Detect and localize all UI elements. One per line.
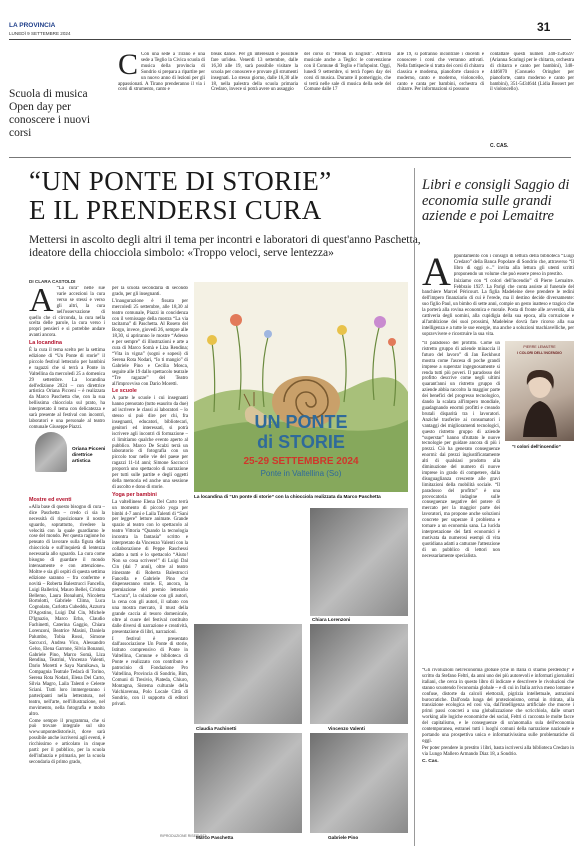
photo-gabriele-pino xyxy=(310,733,408,833)
photo-vincenzo-valenti xyxy=(310,624,408,724)
festival-poster xyxy=(194,282,408,492)
article-col-1: A “La cura” nelle sue varie accezioni la cura verso se stessi e verso gli altri, la cura nell'osservazione di quello che ci circonda, la cura nella scelta delle parole, la cura verso i propri pensieri e si potrebbe andare avanti ancora. La locandina È la cura il tema scelto per la settima edizione di “Un Ponte di storie” il piccolo festival letterario per bambini e ragazzi che si terrà a Ponte in Valtellina da mercoledì 25 a domenica 29 settembre. La locandina dell'edizione 2024 – con direttrice artistica Oriana Picceni – è realizzata da Marco Paschetta che, con la sua bellissima chiocciola sul prato, ha interpretato il tema con delicatezza e sarà presente al festival con incontri, laboratori e una personale al teatro comunale Giuseppe Piazzi. xyxy=(29,286,105,430)
byline: DI CLARA CASTOLDI xyxy=(29,279,76,284)
side-divider xyxy=(414,168,415,846)
side-col-left: “Il paradosso del profitto. Come un ristretto gruppo di aziende minaccia il futuro del lavoro” di Jan Eeckhout mostra come l'ascesa di poche grandi imprese a superstar ingegnosamente si renda tutti più poveri. Il paradosso del profitto descrive come negli ultimi quarant'anni un ristretto gruppo di aziende abbia raccolto la maggior parte dei benefici del progresso tecnologico, dando la scalata all'impero mondiale, guadagnando enormi profitti e creando brutali disparità tra i lavoratori. Anziché trasferire ai consumatori i vantaggi dei miglioramenti tecnologici, questo ristretto gruppo di aziende “superstar” hanno sfruttato le nuove tecnologie per guidare ancora di più i prezzi. Ciò ha generato conseguenze enormi: dai prezzi ingiustificatamente alti di qualsiasi prodotto alla diminuzione del numero di nuove imprese in grado di competere, dalla disuguaglianza crescente alle gravi limitazioni della mobilità sociale. “Il paradosso del profitto” è una provocatoria indagine sulle conseguenze negative del potere di mercato per la maggior parte dei lavoratori, ma propone anche soluzioni concrete per superare il problema e tornare a un economia sana. La lucida interpretazione dei fatti economici è motivata da numerosi esempi di vita quotidiana adatti a catturare l'attenzione di un pubblico di lettori non necessariamente specialista. xyxy=(422,341,500,559)
poster-dates: 25-29 SETTEMBRE 2024 xyxy=(243,456,359,467)
photo-claudia-fachinetti xyxy=(194,624,302,724)
subhead-yoga: Yoga per bambini xyxy=(112,491,157,498)
article-deck: Mettersi in ascolto degli altri il tema per incontri e laboratori di quest'anno Paschetta, ideatore della chiocciola simbolo: «Troppo veloci, serve lentezza» xyxy=(29,234,421,259)
subhead-locandina: La locandina xyxy=(29,340,62,347)
page-number: 31 xyxy=(537,20,551,34)
headline-line-1: “UN PONTE DI STORIE” xyxy=(29,166,332,196)
photo-credit: RIPRODUZIONE RISERVATA xyxy=(160,834,207,838)
subhead-mostre: Mostre ed eventi xyxy=(29,497,72,503)
caption-gabriele: Gabriele Pino xyxy=(328,835,359,840)
caption-oriana: Oriana Picceni direttrice artistica xyxy=(72,447,106,464)
caption-claudia: Claudia Fachinetti xyxy=(196,726,237,731)
article-col-1-cont: Mostre ed eventi «Alla base di questo bisogno di cura – dice Paschetta – credo ci sia la necessità di riposizionare il nostro sguardo, soprattutto, rivedere la velocità con la quale guardiamo le cose del mondo. Per questa ragione ho pensato di lavorare sulla figura della chiocciola e sull'inquietà di lentezza necessaria allo sguardo. La cura come bisogno di guardare il mondo intensamente e con attenzione». Moltre e sia gli ospiti di questa settima edizione saranno – fra conferme e novità – Roberta Balestrucci Fancella, Luigi Ballerini, Mauro Bellei, Cristina Bellemo, Laura Bonalumi, Nicoletta Bortolotti, Gabriele Clima, Luca Cognolato, Carlotta Cubeddu, Azzurra D'Agostino, Luigi Dal Cin, Michele D'Ignazio, Marco Erba, Claudio Fachinetti, Caterina Gaggio, Chiara Lorenzoni, Beatrice Masini, Daniela Palumbo, Tobia Rossi, Simone Saccucci, Andrea Vico, Alessandro Gelso, Elena Garrone, Silvia Bonanni, Gabriele Pino, Marco Somà, Liza Rendina, Teatrini, Vincenzo Valenti, Dario Moretti e Saya Namikawa, la Compagnia Teatrale Tedacà di Torino, Serena Rota Nodari, Elena Del Carto, Silvia Magro, Laila Talenti e Celeste Sciani. Tutti loro immergeranno i partecipanti nella letteratura, nel teatro, nell'arte, nell'illustrazione, nel movimento, nella fotografia e molto altro. Come sempre il programma, che si può trovare integrale sul sito www.unpontedistorie.it, dove sarà possibile anche iscriversi agli eventi, è ricchissimo e articolato in cinque parti: per il pubblico, per la scuola dell'infanzia e primaria, per la scuola secondaria di primo grado, xyxy=(29,497,105,765)
book-cover xyxy=(505,341,574,441)
side-signature: C. Cas. xyxy=(422,758,439,764)
box-col-1: C Con una sede a Tirano e una sede a Teglio la Civica scuola di musica della provincia di Sondrio si prepara a ripartire per un nuovo anno di lezioni per gli appassionati. A Tirano prenderanno il via i corsi di strumento, canto e xyxy=(118,52,205,93)
box-signature: C. CAS. xyxy=(490,143,509,149)
header-rule xyxy=(9,39,571,40)
article-dropcap: A xyxy=(29,286,54,319)
side-intro: Appuntamento con i consigli di lettura della biblioteca “Luigi Credaro” della Banca Popolare di Sondrio che, attraverso “Il libro di oggi e...” invita alla lettura gli utenti scritti proponendo un volume che può essere preso in prestito. Iniziamo con “I colori dell'incendio” di Pierre Lemaitre. Febbraio 1927. La Parigi che conta assiste al funerale del banchiere Marcel Péricourt. La figlia Madeleine deve prendere le redini dell'impero finanziario di cui è l'erede, ma il destino decide diversamente: suo figlio Paul, un bimbo di sette anni, compie un gesto inatteso e tragico che la porterà alla rovina economica e morale. Posta di fronte alle avversità, alla cattiveria degli uomini, alla cupidigia della sua epoca, alla corruzione e all'ambizione dei suoi prossimi, Madeleine dovrà fare ricorso alla sua intelligenza e a tutte le sue energie, ma anche a soluzioni machiavelliche, per sopravvivere e ricostruire la sua vita. xyxy=(422,254,574,337)
headline-line-2: E IL PRENDERSI CURA xyxy=(29,195,322,225)
box-col-3: del corso di "Break in English". Attività musicale anche a Teglio: le convenzione con il Comune di Teglio e l'infopoint. Oggi, lunedì 9 settembre, si terrà l'open day dei corsi di musica. Durante il pomeriggio, che si terrà nelle sale di musica della sede del Comune dalle 17 xyxy=(304,52,391,93)
book-cover-title: I COLORI DELL'INCENDIO xyxy=(517,351,562,355)
side-dropcap: A xyxy=(422,254,451,294)
caption-chiara: Chiara Lorenzoni xyxy=(312,617,351,622)
poster-title-2: di STORIE xyxy=(257,432,345,452)
box-rule xyxy=(9,157,571,158)
caption-vincenzo: Vincenzo Valenti xyxy=(328,726,365,731)
box-col-4: alle 19, si potranno incontrare i docenti e conoscere i corsi che verranno attivati. Nella fattispecie si tratta dei corsi di chitarra classica e moderna, pianoforte classico e moderno, canto e moderno, violoncello, canto e canta per bambini, orchestra di chitarre. Per informazioni si possono xyxy=(397,52,484,93)
box-dropcap: C xyxy=(118,52,139,81)
poster-caption: La locandina di “Un ponte di storie” con la chiocciola realizzata da Marco Paschetta xyxy=(194,494,381,499)
subhead-scuole: Le scuole xyxy=(112,388,137,395)
book-cover-figure xyxy=(519,367,561,437)
photo-oriana-picceni xyxy=(35,432,67,472)
poster-place: Ponte in Valtellina (So) xyxy=(260,469,342,478)
issue-date: LUNEDÌ 9 SETTEMBRE 2024 xyxy=(9,31,71,36)
box-col-2: break dance. Per gli interessati è possibile fare un'idea. Venerdì 13 settembre, dalle 16,30 alle 19, sarà possibile visitare la scuola per conoscere e provare gli strumenti insegnati. Lo stesso giorno, dalle 16,30 alle 18, nella palestra della scuola primaria Credaro, invece si potrà avere un assaggio xyxy=(211,52,298,93)
photo-marco-paschetta xyxy=(194,733,302,833)
caption-marco: Marco Paschetta xyxy=(196,835,234,840)
box-col-5: contattare questi numeri 340-1546597 (Arianna Scaringi per le chitarra, orchestra di chitarra e canto per bambini), 348-4446070 (Consuelo Oringher per pianoforte, canto moderno e canto per bambini), 351-5434644 (Lidia Bossert per il violoncello). xyxy=(490,52,574,93)
publication-name: LA PROVINCIA xyxy=(9,22,56,29)
photo-chiara-lorenzoni xyxy=(310,508,408,616)
book-cover-caption: “I colori dell'incendio” xyxy=(512,444,561,449)
box-kicker: Scuola di musica Open day per conoscere i nuovi corsi xyxy=(9,88,91,139)
poster-title-1: UN PONTE xyxy=(254,412,348,432)
article-col-2: per la scuola secondaria di secondo grado, per gli insegnanti. L'inaugurazione è fissata per mercoledì 25 settembre, alle 18,30 al teatro comunale, Piazzi in concidenza con il vernissage della mostra “La via tacitarna” di Paschetta. Al Roseto del Borgo, invece, giovedì 26, sempre alle 18,30, si apriranno le mostre “Adesso e per sempre” di illustrazioni e arte a cura di Marco Somà e Liza Rendina; “Vita in vigna” (sogni e sopesi) di Serena Rota Nodari, “Io ti mangio” di Gabriele Pino e Cecilia Mosca, seguite alle 19 dallo spettacolo teatrale “Tre ragazze” del Teatro all'improvviso con Dario Moretti. Le scuole A parte le scuole i cui insegnanti hanno prenotato (tutto esaurito da due) ad iscrivere le classi ai laboratori – lo stesso si può dire per chi, fra insegnanti, educatori, bibliotecari, genitori ed interessati, si potrà iscrivere agli incontri di formazione – ci limitiamo qualche evento aperto al pubblico. Marco De Scalzi terrà un laboratorio di fotografia con un piccolo tour nelle vie del paese per ragazzi 11-14 anni; Simone Saccucci proporrà uno spettacolo di narrazione per tutti sulle partite e degli oggetti della memoria ed anche una sessione di ascolto e dono di storie. Yoga per bambini La valtellinese Elena Del Carto terrà un momento di piccolo yoga per bimbi 4-7 anni e Laila Talenti di “Sani per leggere” letture animate. Grande spazio al teatro con lo spettacolo al teatro Vittoria “Quando la tecnologia incontra la fantasia” scritto e interpretato da Vincenzo Valenti con la collaborazione di Peppe Raschessi adatto a tutti e lo spettacolo “Aiuto! Non so cosa scrivere!” di Luigi Dal Cin (dai 7 anni), oltre al teatro itinerante di Roberta Balestrucci Fancella e Gabriele Pino che dispenseranno storie. E, ancora, la premiazione del premio letterario “Lacura”, la colazione con gli autori, la cena con gli autori, il sabato con una mostra mercato, il must della grande caccia al tesoro domenicale, oltre al cuore del festival costituito dalle diversi di narrazione e creatività, presentazione di libri, narrazioni. I festival è presentato dall'associazione Un Ponte di storie, Istituto comprensivo di Ponte in Valtellina, Comune e biblioteca di Ponte e realizzato con contributo e patrocinio di Fondazione Pro Valtellina, Provincia di Sondrio, Bim, Comuni di Tresivio, Piateda, Chiuro, Montagna, Sistema culturale della Valchiavenna, Polo Locale Città di Sondrio, con il supporto di editori privati. xyxy=(112,286,188,707)
side-headline: Libri e consigli Saggio di economia sulle grandi aziende e poi Lemaitre xyxy=(422,177,570,224)
book-cover-author: PIERRE LEMAITRE xyxy=(523,345,556,349)
side-col-full: “Gli rivoluzioni nell'economia globale (che in Italia ci stiamo perdendo)” è scritto da Stefano Feltri, da anni uno dei più autorevoli e informati giornalisti italiani, che cerca in questo libro di indicare e descrivere le rivoluzioni che stanno scuotendo l'economia globale – e di cui in Italia arriva meno lontane e confuse, distorte da calcoli elettorali, pigrizia intellettuale, astrazioni burocratiche. Dall'onda lunga del protezionismo, ormai in ritirata, alla transizione ecologica ed così via, dall'intelligenza artificiale che muove i primi passi concreti a una globalizzazione che scricchiola, dalle smart working alle logiche economiche dei social, Feltri ci racconta le molte facce del capitalismo, e le conseguenze di un'anomalia sula dell'economia contemporanea, estranei tutti i luoghi comuni della narrazione nazionale e portando una prospettiva unica e informativissima sulle problematiche di oggi. Per poter prendere in prestito i libri, basta iscriversi alla biblioteca Credaro in via Lungo Mallero Armando Diaz 18, a Sondrio. C. Cas. xyxy=(422,668,574,764)
